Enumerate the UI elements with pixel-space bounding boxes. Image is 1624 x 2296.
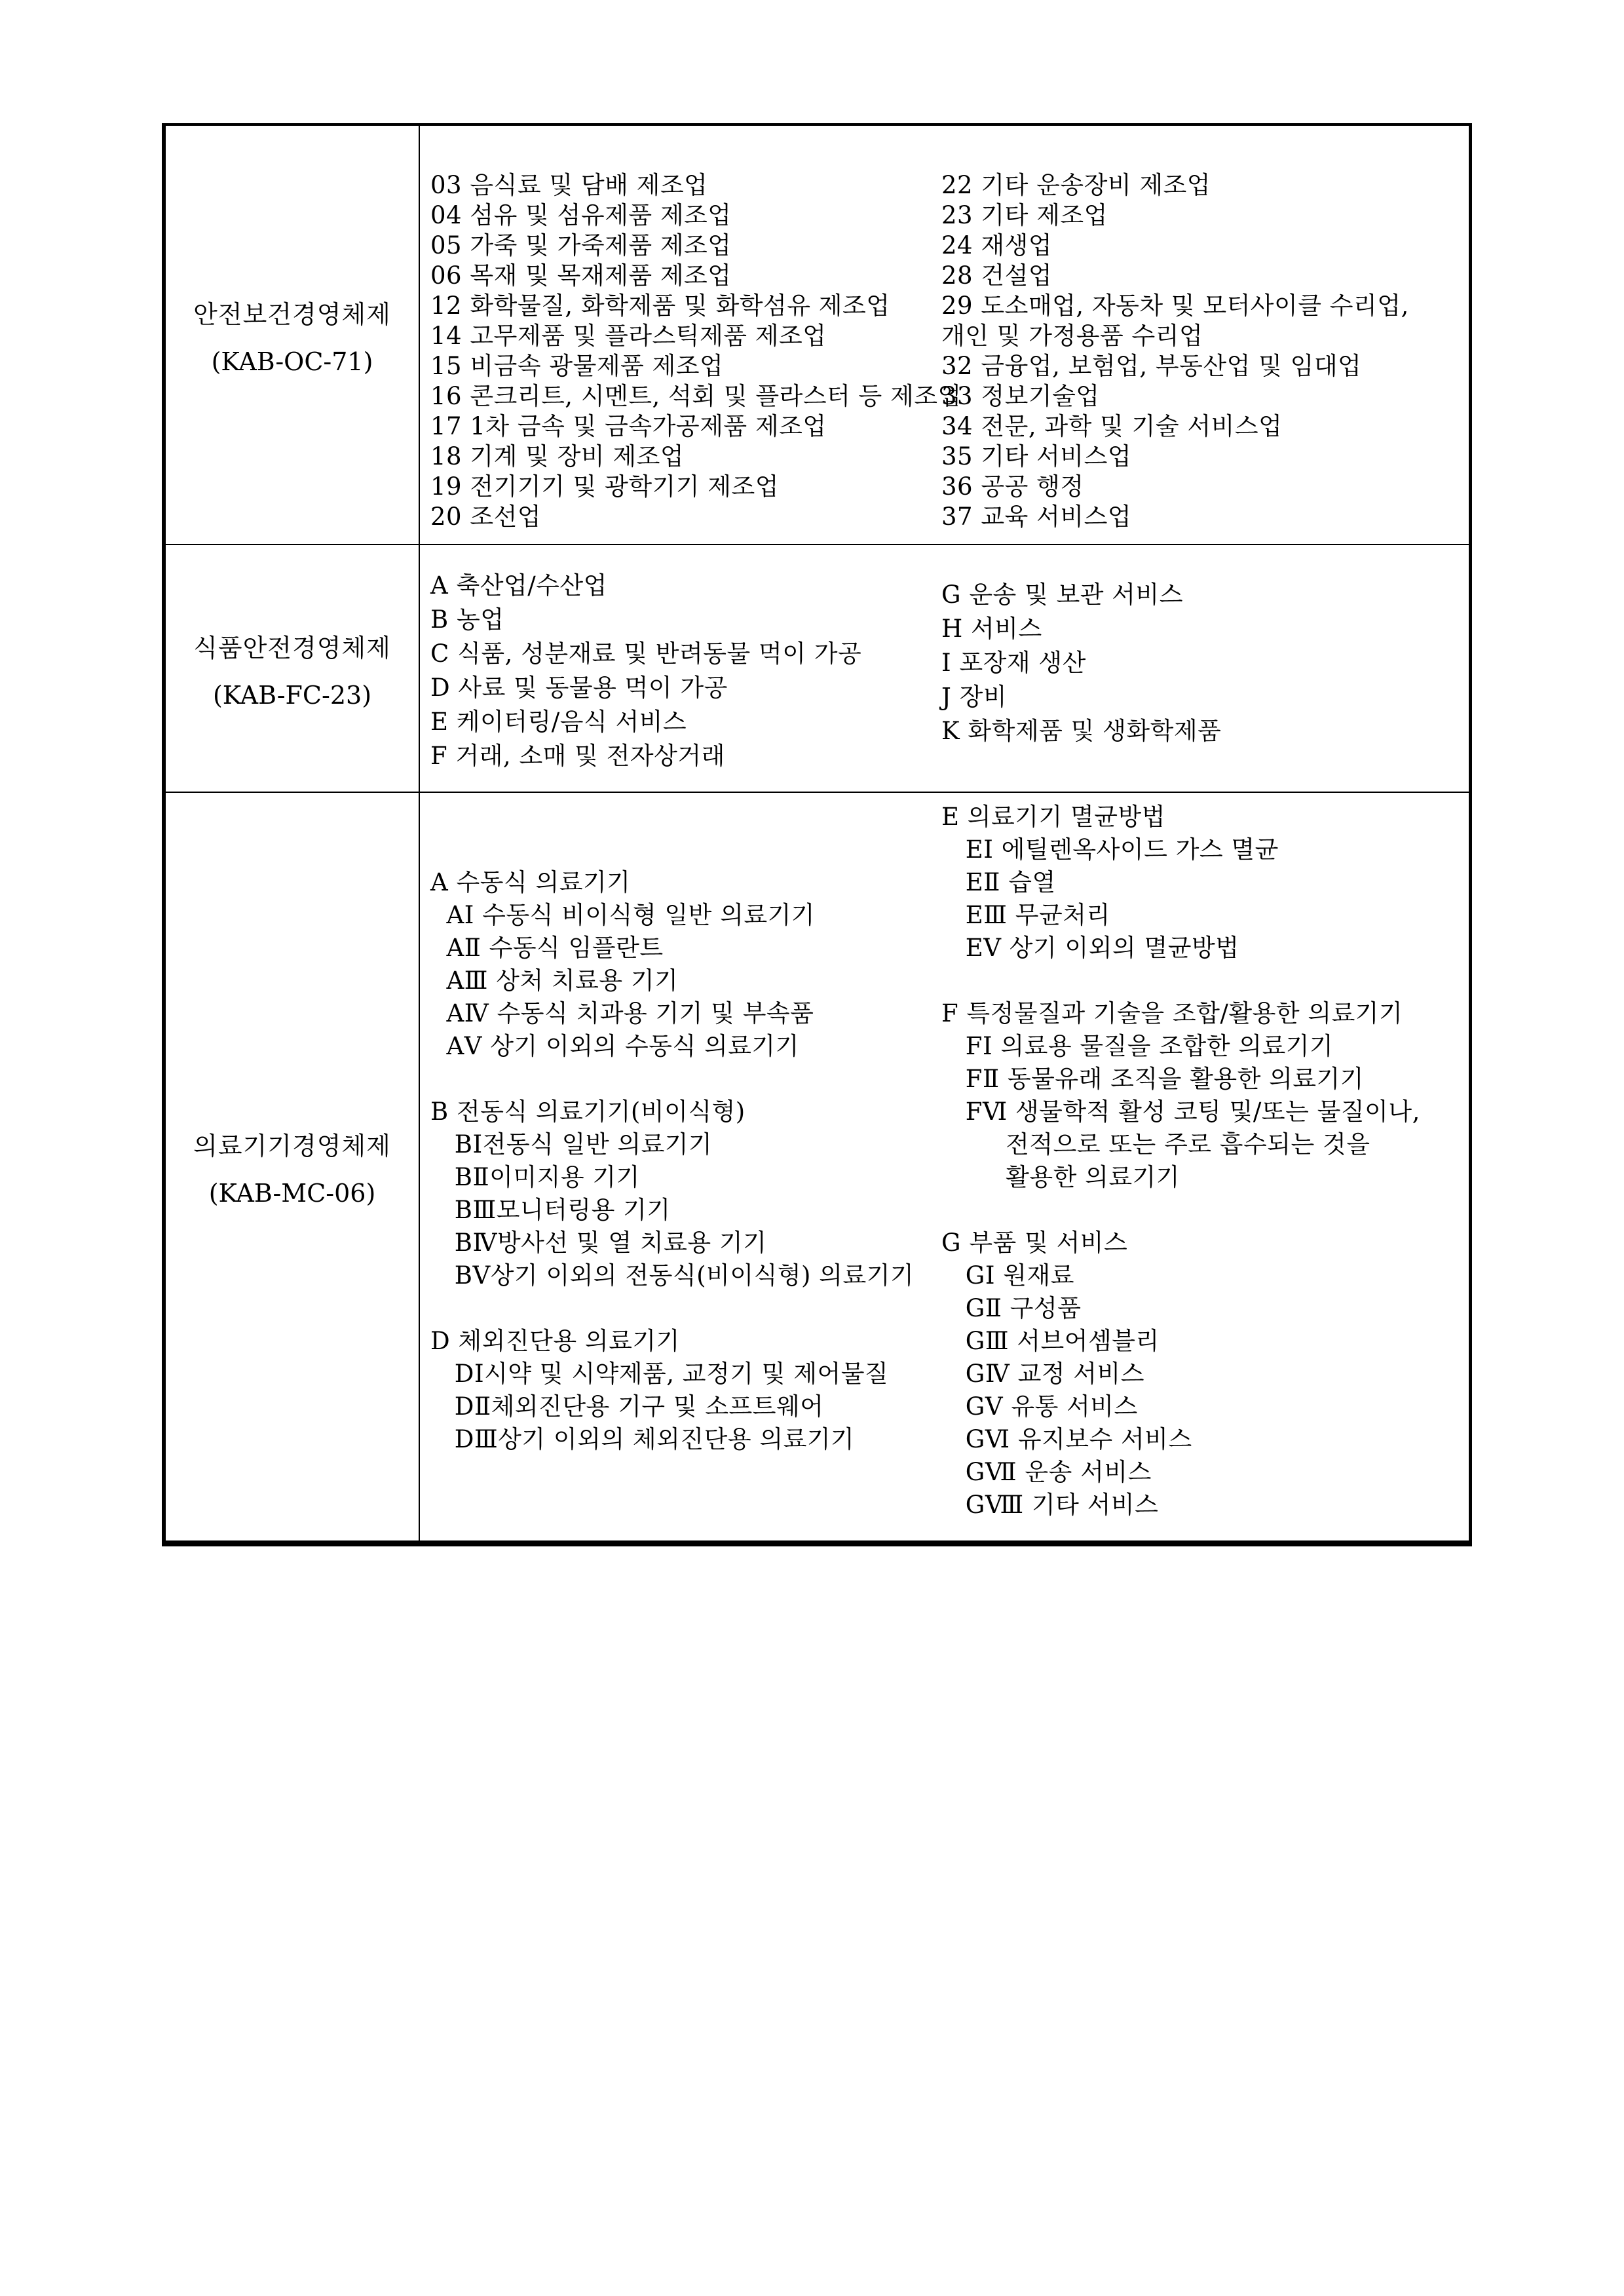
- scope-item: 06 목재 및 목재제품 제조업: [430, 261, 732, 290]
- scope-item: BⅡ이미지용 기기: [430, 1163, 640, 1191]
- scope-item: D 체외진단용 의료기기: [430, 1327, 680, 1355]
- scope-item: 18 기계 및 장비 제조업: [430, 442, 685, 470]
- scope-item: D 사료 및 동물용 먹이 가공: [430, 674, 728, 702]
- scope-item: 05 가죽 및 가죽제품 제조업: [430, 231, 732, 259]
- scope-item: [941, 1194, 1469, 1227]
- scheme-cell: [166, 545, 420, 792]
- scope-item: 15 비금속 광물제품 제조업: [430, 352, 724, 380]
- scope-list-left: [430, 801, 941, 1456]
- scope-item: 35 기타 서비스업: [941, 442, 1132, 470]
- scope-item: 23 기타 제조업: [941, 201, 1108, 229]
- scope-item: BⅤ상기 이외의 전동식(비이식형) 의료기기: [430, 1261, 915, 1290]
- scope-item: 14 고무제품 및 플라스틱제품 제조업: [430, 322, 827, 350]
- scheme-cell: [166, 793, 420, 1540]
- scope-list-left: [430, 569, 941, 773]
- scope-item: GⅤ 유통 서비스: [941, 1392, 1138, 1421]
- scope-item: GⅦ 운송 서비스: [941, 1458, 1152, 1486]
- scope-item: DⅢ상기 이외의 체외진단용 의료기기: [430, 1425, 855, 1453]
- scope-item: 17 1차 금속 및 금속가공제품 제조업: [430, 412, 827, 440]
- scope-item: 32 금융업, 보험업, 부동산업 및 임대업: [941, 352, 1362, 380]
- scope-item: 34 전문, 과학 및 기술 서비스업: [941, 412, 1283, 440]
- scope-list-left: [430, 170, 962, 532]
- scope-item: 36 공공 행정: [941, 472, 1084, 501]
- scheme-code: (KAB-MC-06): [208, 1179, 376, 1208]
- scope-item: GⅥ 유지보수 서비스: [941, 1425, 1192, 1453]
- scope-item: [430, 801, 941, 833]
- scope-item: BⅠ전동식 일반 의료기기: [430, 1130, 713, 1158]
- scope-item: GⅡ 구성품: [941, 1294, 1082, 1322]
- scope-item: 28 건설업: [941, 261, 1053, 290]
- scheme-cell: [166, 126, 420, 544]
- scope-item: AⅤ 상기 이외의 수동식 의료기기: [430, 1032, 799, 1060]
- scope-item: DⅠ시약 및 시약제품, 교정기 및 제어물질: [430, 1360, 889, 1388]
- scheme-name: 의료기기경영체제: [193, 1132, 391, 1160]
- scope-item: [941, 965, 1469, 997]
- scope-item: EⅡ 습열: [941, 868, 1056, 896]
- scheme-name: 안전보건경영체제: [193, 299, 391, 329]
- scope-item: [430, 1063, 941, 1096]
- scope-item: GⅣ 교정 서비스: [941, 1360, 1145, 1388]
- scope-item: A 축산업/수산업: [430, 571, 607, 600]
- scope-item: 33 정보기술업: [941, 382, 1100, 410]
- scope-item: EⅤ 상기 이외의 멸균방법: [941, 934, 1239, 962]
- scope-item: 전적으로 또는 주로 흡수되는 것을: [941, 1130, 1370, 1158]
- scope-item: F 특정물질과 기술을 조합/활용한 의료기기: [941, 999, 1403, 1027]
- table-row: [166, 792, 1469, 1540]
- scope-item: 37 교육 서비스업: [941, 503, 1132, 531]
- scope-item: [430, 833, 941, 866]
- scope-item: BⅢ모니터링용 기기: [430, 1196, 671, 1224]
- scope-item: GⅠ 원재료: [941, 1261, 1074, 1290]
- scope-item: FⅡ 동물유래 조직을 활용한 의료기기: [941, 1065, 1365, 1093]
- scope-list-right: [941, 801, 1469, 1521]
- scope-item: AⅠ 수동식 비이식형 일반 의료기기: [430, 901, 816, 929]
- scope-item: BⅣ방사선 및 열 치료용 기기: [430, 1229, 767, 1257]
- scope-item: GⅧ 기타 서비스: [941, 1491, 1159, 1519]
- scope-item: F 거래, 소매 및 전자상거래: [430, 742, 725, 770]
- scheme-code: (KAB-FC-23): [212, 680, 372, 710]
- scope-list-right: [941, 170, 1469, 532]
- scope-item: EⅠ 에틸렌옥사이드 가스 멸균: [941, 835, 1279, 864]
- scope-item: EⅢ 무균처리: [941, 901, 1110, 929]
- scope-item: 24 재생업: [941, 231, 1053, 259]
- scheme-code: (KAB-OC-71): [211, 347, 373, 376]
- scope-item: 22 기타 운송장비 제조업: [941, 171, 1211, 199]
- scope-item: 19 전기기기 및 광학기기 제조업: [430, 472, 780, 501]
- scope-item: AⅢ 상처 치료용 기기: [430, 966, 679, 995]
- table-row: [166, 126, 1469, 544]
- scope-lists-cell: [420, 126, 1469, 544]
- scope-item: 12 화학물질, 화학제품 및 화학섬유 제조업: [430, 292, 890, 320]
- scope-item: AⅣ 수동식 치과용 기기 및 부속품: [430, 999, 814, 1027]
- scope-item: 20 조선업: [430, 503, 542, 531]
- scope-item: G 부품 및 서비스: [941, 1229, 1128, 1257]
- certification-scope-table: [162, 123, 1472, 1546]
- scope-item: E 의료기기 멸균방법: [941, 803, 1165, 831]
- scope-item: AⅡ 수동식 임플란트: [430, 934, 664, 962]
- scope-item: 29 도소매업, 자동차 및 모터사이클 수리업,: [941, 292, 1409, 320]
- scope-item: DⅡ체외진단용 기구 및 소프트웨어: [430, 1392, 824, 1421]
- scope-item: I 포장재 생산: [941, 649, 1086, 677]
- scope-item: 개인 및 가정용품 수리업: [941, 322, 1203, 350]
- scope-item: B 농업: [430, 605, 504, 634]
- scope-item: FⅠ 의료용 물질을 조합한 의료기기: [941, 1032, 1334, 1060]
- table-row: [166, 544, 1469, 792]
- scope-item: H 서비스: [941, 615, 1042, 643]
- scope-item: K 화학제품 및 생화학제품: [941, 717, 1222, 745]
- scope-item: B 전동식 의료기기(비이식형): [430, 1098, 746, 1126]
- scope-item: FⅥ 생물학적 활성 코팅 및/또는 물질이나,: [941, 1098, 1420, 1126]
- scope-item: E 케이터링/음식 서비스: [430, 708, 687, 736]
- scope-item: J 장비: [941, 683, 1008, 711]
- scope-item: C 식품, 성분재료 및 반려동물 먹이 가공: [430, 640, 862, 668]
- scope-item: 활용한 의료기기: [941, 1163, 1180, 1191]
- scope-lists-cell: [420, 793, 1469, 1540]
- scope-item: 16 콘크리트, 시멘트, 석회 및 플라스터 등 제조업: [430, 382, 962, 410]
- scope-item: 04 섬유 및 섬유제품 제조업: [430, 201, 732, 229]
- scope-lists-cell: [420, 545, 1469, 792]
- scope-item: GⅢ 서브어셈블리: [941, 1327, 1160, 1355]
- scheme-name: 식품안전경영체제: [193, 633, 391, 662]
- scope-item: A 수동식 의료기기: [430, 868, 631, 896]
- scope-item: 03 음식료 및 담배 제조업: [430, 171, 708, 199]
- scope-list-right: [941, 569, 1469, 748]
- scope-item: [430, 1292, 941, 1325]
- scope-item: G 운송 및 보관 서비스: [941, 581, 1184, 609]
